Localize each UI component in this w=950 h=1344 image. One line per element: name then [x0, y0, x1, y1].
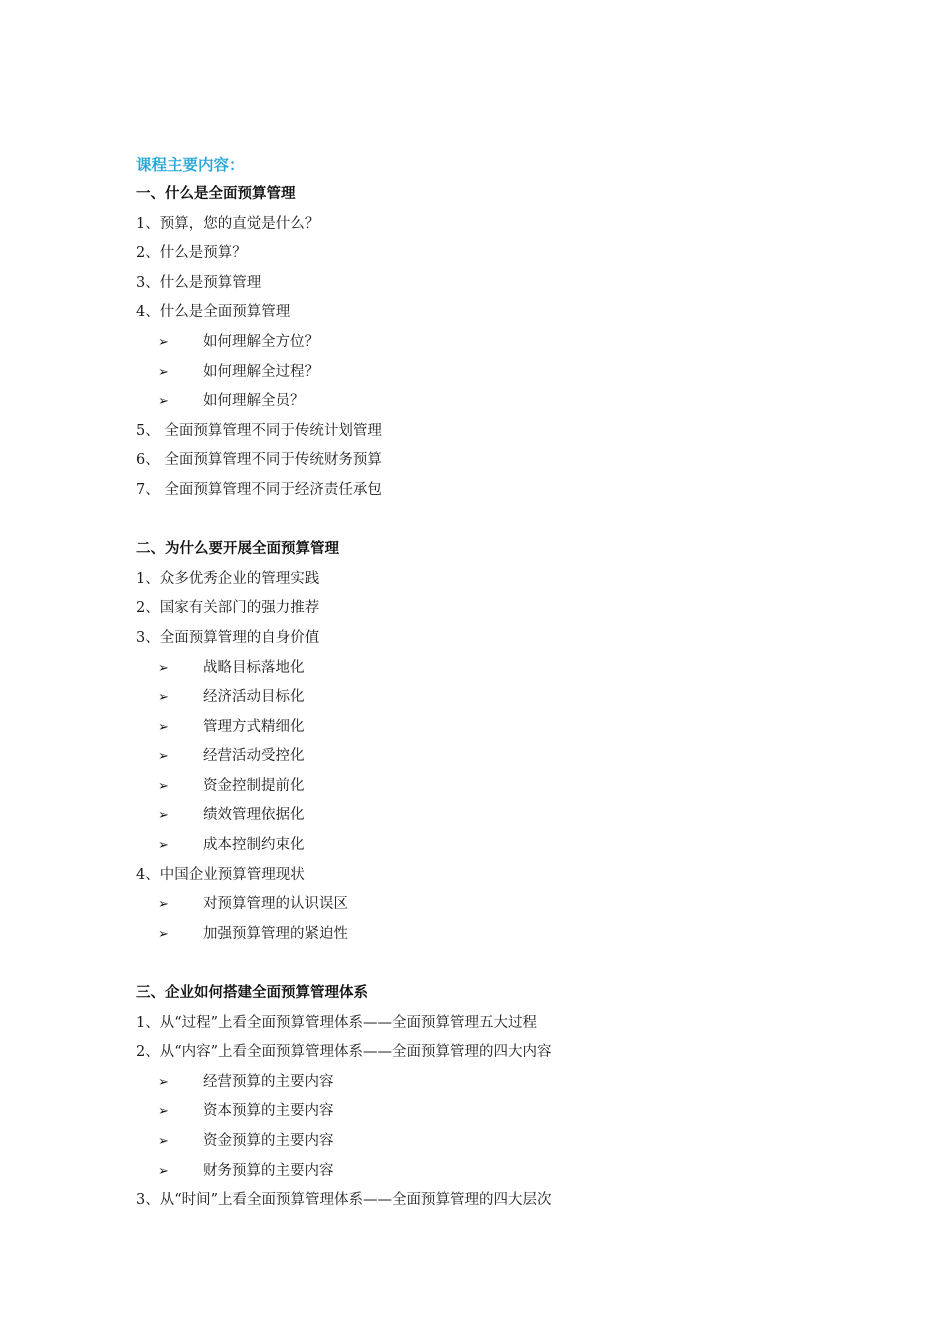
list-item: 3、什么是预算管理 — [136, 274, 262, 291]
arrow-bullet-icon: ➢ — [158, 1104, 169, 1120]
sub-list-item — [136, 890, 856, 920]
list-item: 1、众多优秀企业的管理实践 — [136, 570, 320, 587]
list-item: 4、中国企业预算管理现状 — [136, 866, 305, 883]
sub-list-item — [136, 328, 856, 358]
sub-list-item-label: 加强预算管理的紧迫性 — [203, 925, 348, 942]
sub-list-item — [136, 772, 856, 802]
arrow-bullet-icon: ➢ — [158, 897, 169, 913]
arrow-bullet-icon: ➢ — [158, 394, 169, 410]
arrow-bullet-icon: ➢ — [158, 690, 169, 706]
sub-list-item — [136, 1097, 856, 1127]
arrow-bullet-icon: ➢ — [158, 334, 169, 350]
arrow-bullet-icon: ➢ — [158, 1074, 169, 1090]
sub-list-item — [136, 1068, 856, 1098]
list-item: 2、从“内容”上看全面预算管理体系——全面预算管理的四大内容 — [136, 1044, 552, 1061]
sub-list-item-label: 如何理解全方位？ — [203, 333, 319, 350]
document-body — [136, 150, 856, 1216]
sub-list-item — [136, 713, 856, 743]
course-content-heading: 课程主要内容： — [136, 156, 245, 174]
sub-list-item — [136, 742, 856, 772]
sub-list-item — [136, 1127, 856, 1157]
sub-list-item-label: 资金控制提前化 — [203, 777, 305, 794]
arrow-bullet-icon: ➢ — [158, 364, 169, 380]
list-item: 7、 全面预算管理不同于经济责任承包 — [136, 481, 382, 498]
sub-list-item-label: 财务预算的主要内容 — [203, 1162, 334, 1179]
sub-list-item — [136, 1157, 856, 1187]
sub-list-item — [136, 683, 856, 713]
sub-list-item-label: 如何理解全过程？ — [203, 363, 319, 380]
sub-list-item — [136, 920, 856, 950]
sections-container — [136, 180, 856, 1216]
arrow-bullet-icon: ➢ — [158, 749, 169, 765]
list-item: 1、预算，您的直觉是什么？ — [136, 215, 320, 232]
sub-list-item — [136, 654, 856, 684]
section-spacer — [136, 949, 856, 979]
arrow-bullet-icon: ➢ — [158, 660, 169, 676]
sub-list-item-label: 经营预算的主要内容 — [203, 1073, 334, 1090]
sub-list-item-label: 如何理解全员？ — [203, 393, 305, 410]
sub-list-item-label: 经济活动目标化 — [203, 689, 305, 706]
section-title: 二、为什么要开展全面预算管理 — [136, 541, 339, 558]
sub-list-item — [136, 831, 856, 861]
arrow-bullet-icon: ➢ — [158, 1163, 169, 1179]
list-item: 5、 全面预算管理不同于传统计划管理 — [136, 422, 382, 439]
sub-list-item-label: 战略目标落地化 — [203, 659, 305, 676]
section-spacer — [136, 506, 856, 536]
sub-list-item — [136, 387, 856, 417]
sub-list-item-label: 管理方式精细化 — [203, 718, 305, 735]
list-item: 2、国家有关部门的强力推荐 — [136, 600, 320, 617]
sub-list-item-label: 资本预算的主要内容 — [203, 1103, 334, 1120]
list-item: 3、从“时间”上看全面预算管理体系——全面预算管理的四大层次 — [136, 1192, 552, 1209]
arrow-bullet-icon: ➢ — [158, 838, 169, 854]
sub-list-item-label: 成本控制约束化 — [203, 837, 305, 854]
section-title: 一、什么是全面预算管理 — [136, 186, 296, 202]
list-item: 3、全面预算管理的自身价值 — [136, 629, 320, 646]
list-item: 6、 全面预算管理不同于传统财务预算 — [136, 452, 382, 469]
sub-list-item-label: 资金预算的主要内容 — [203, 1133, 334, 1149]
sub-list-item — [136, 801, 856, 831]
sub-list-item — [136, 358, 856, 388]
section-title: 三、企业如何搭建全面预算管理体系 — [136, 985, 368, 1002]
list-item: 2、什么是预算？ — [136, 245, 247, 262]
list-item: 1、从“过程”上看全面预算管理体系——全面预算管理五大过程 — [136, 1014, 538, 1031]
sub-list-item-label: 经营活动受控化 — [203, 748, 305, 765]
list-item: 4、什么是全面预算管理 — [136, 304, 291, 321]
sub-list-item-label: 对预算管理的认识误区 — [203, 896, 348, 913]
arrow-bullet-icon: ➢ — [158, 719, 169, 735]
arrow-bullet-icon: ➢ — [158, 1134, 169, 1149]
arrow-bullet-icon: ➢ — [158, 926, 169, 942]
arrow-bullet-icon: ➢ — [158, 778, 169, 794]
arrow-bullet-icon: ➢ — [158, 808, 169, 824]
sub-list-item-label: 绩效管理依据化 — [203, 807, 305, 824]
